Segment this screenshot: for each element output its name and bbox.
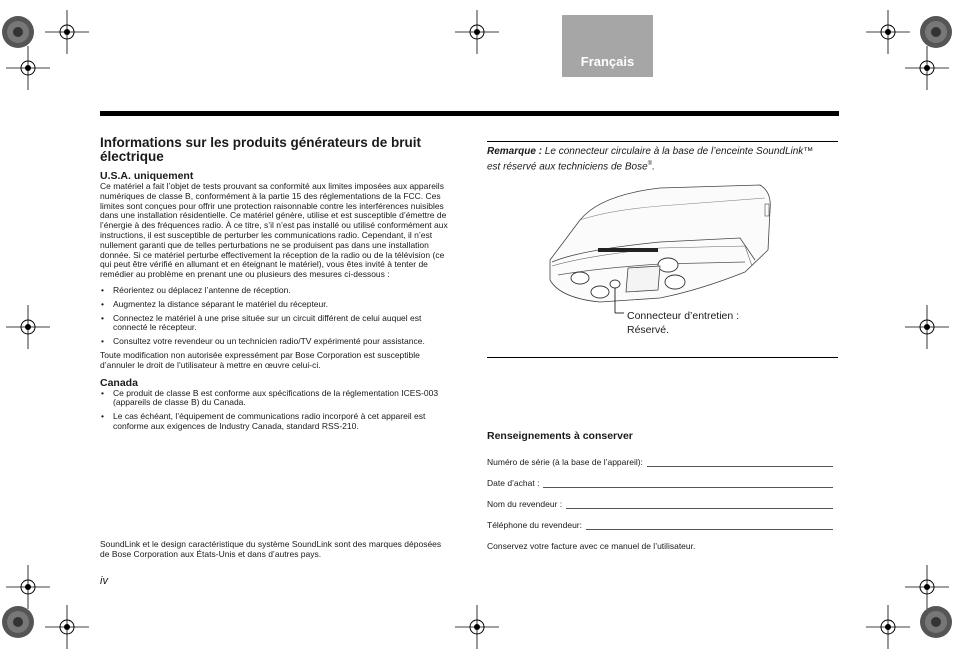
field-label-serial: Numéro de série (à la base de l’appareil): (487, 457, 643, 467)
color-target-bottom-right (919, 605, 953, 644)
note-top-rule (487, 141, 838, 142)
header-rule (100, 111, 839, 116)
section-title: Informations sur les produits générateurs de bruit électrique (100, 135, 422, 164)
color-target-top-left (1, 15, 35, 54)
keep-heading: Renseignements à conserver (487, 430, 633, 442)
registration-mark-top-center (455, 10, 499, 54)
left-column (100, 136, 452, 432)
callout-line-1: Connecteur d’entretien : (627, 310, 740, 322)
field-line-serial[interactable] (647, 458, 833, 467)
trademark-text: SoundLink et le design caractéristique du système SoundLink sont des marques déposées de Bose Corporation aux États-Unis et dans d’autres pays. (100, 539, 442, 559)
language-tab (562, 15, 653, 77)
field-label-phone: Téléphone du revendeur: (487, 520, 582, 530)
note-bottom-rule (487, 357, 838, 358)
note (487, 146, 827, 173)
registration-mark-bottom-left (45, 605, 89, 649)
form-row-dealer (487, 499, 833, 509)
note-text: Le connecteur circulaire à la base de l’enceinte SoundLink™ est réservé aux techniciens de Bose (487, 146, 814, 173)
registration-mark-left-middle (6, 305, 50, 349)
color-target-bottom-left (1, 605, 35, 644)
registration-mark-bottom-right (866, 605, 910, 649)
registration-mark-right-lower (905, 565, 949, 609)
field-line-date[interactable] (543, 479, 833, 488)
callout-label (627, 309, 739, 337)
form-row-serial (487, 457, 833, 467)
registration-mark-top-right (866, 10, 910, 54)
registration-mark-left-lower (6, 565, 50, 609)
usa-bullet: • Réorientez ou déplacez l’antenne de réception. (100, 286, 452, 296)
registration-mark-bottom-center (455, 605, 499, 649)
usa-bullet: • Consultez votre revendeur ou un technicien radio/TV expérimenté pour assistance. (100, 337, 452, 347)
keep-note: Conservez votre facture avec ce manuel de l’utilisateur. (487, 541, 696, 551)
field-label-date: Date d’achat : (487, 478, 540, 488)
form-row-date (487, 478, 833, 488)
color-target-top-right (919, 15, 953, 54)
canada-bullet: • Ce produit de classe B est conforme aux spécifications de la réglementation ICES-003 (appareils de classe B) du Canada. (100, 389, 452, 409)
usa-paragraph: Ce matériel a fait l’objet de tests prouvant sa conformité aux limites imposées aux appareils numériques de classe B, conformément à la partie 15 des réglementations de la FCC. Ces limites sont conçues pour offrir une protection raisonnable contre les interférences nuisibles dans une installation résidentielle. Ce matériel génère, utilise et est susceptible d’émettre de l’énergie à des fréquences radio. À ce titre, s’il n’est pas installé ou utilisé conformément aux instructions, il est susceptible de perturber les communications radio. Cependant, il n’est nullement garanti que de telles perturbations ne se produisent pas dans une installation donnée. Si ce matériel perturbe effectivement la réception de la radio ou de la télévision (ce qui peut être vérifié en allumant et en éteignant le matériel), vous êtes invité à tenter de remédier au problème en prenant une ou plusieurs des mesures ci-dessous : (100, 181, 448, 280)
usa-bullet: • Connectez le matériel à une prise située sur un circuit différent de celui auquel est connecté le récepteur. (100, 314, 452, 334)
canada-heading: Canada (100, 376, 138, 389)
usa-bullet-list (100, 286, 452, 347)
registration-mark-top-left (45, 10, 89, 54)
canada-bullet-list (100, 389, 452, 432)
modification-text: Toute modification non autorisée expressément par Bose Corporation est susceptible d’annuler le droit de l’utilisateur à mettre en œuvre celui-ci. (100, 349, 420, 370)
usa-bullet: • Augmentez la distance séparant le matériel du récepteur. (100, 300, 452, 310)
canada-bullet: • Le cas échéant, l’équipement de communications radio incorporé à cet appareil est conforme aux exigences de Industry Canada, standard RSS-210. (100, 412, 452, 432)
field-line-dealer[interactable] (566, 500, 833, 509)
usa-heading: U.S.A. uniquement (100, 170, 194, 182)
field-label-dealer: Nom du revendeur : (487, 499, 563, 509)
callout-line-2: Réservé. (627, 324, 670, 336)
note-label: Remarque : (487, 146, 543, 157)
note-end: . (652, 161, 655, 173)
note-sup: ® (647, 161, 653, 167)
form-row-phone (487, 520, 833, 530)
field-line-phone[interactable] (586, 521, 833, 530)
registration-mark-right-middle (905, 305, 949, 349)
page-number: iv (100, 575, 108, 587)
language-tab-label: Français (580, 54, 635, 69)
